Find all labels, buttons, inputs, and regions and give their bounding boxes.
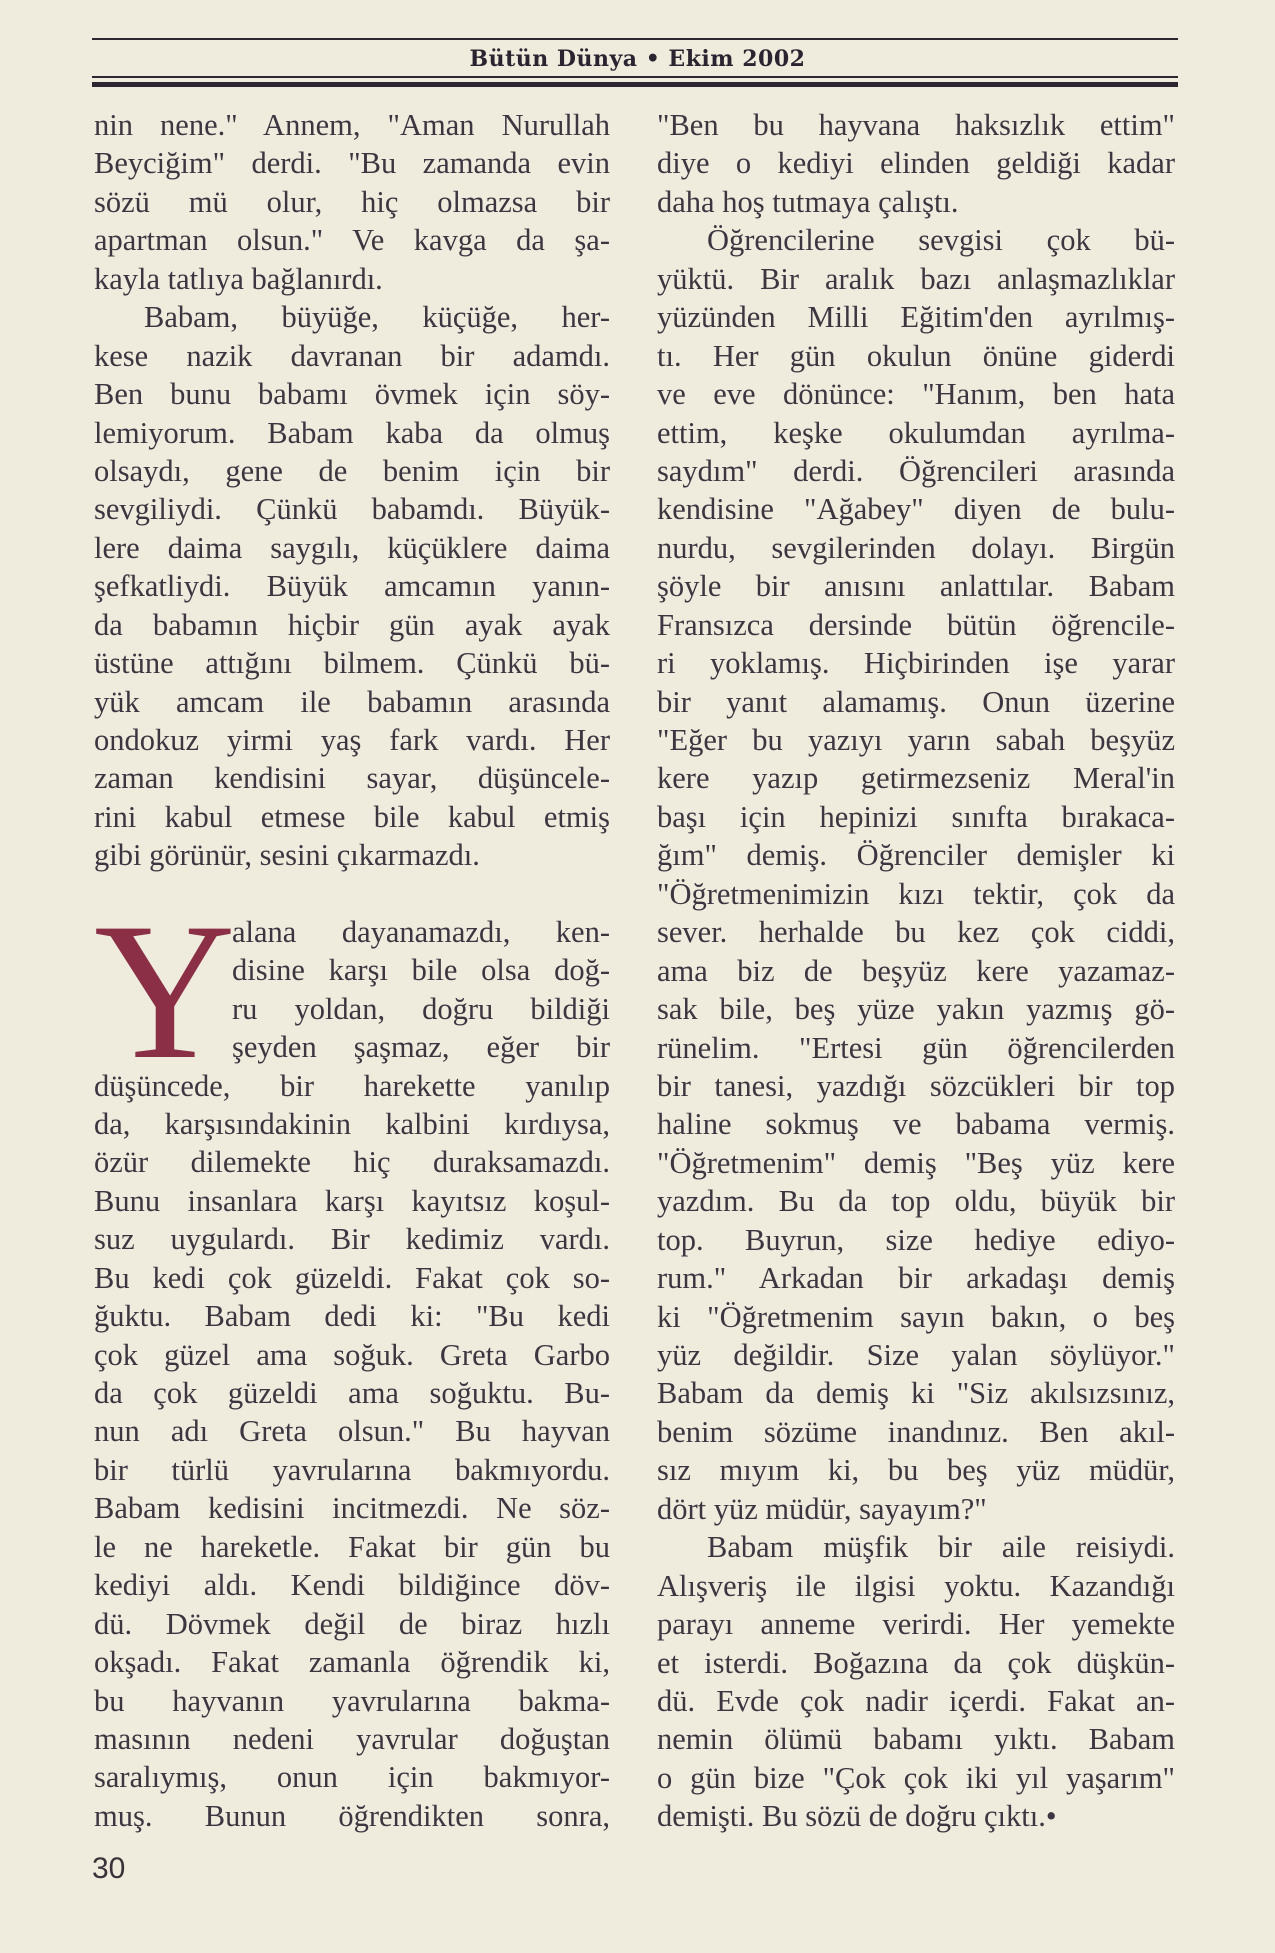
text-line: yazdım. Bu da top oldu, büyük bir	[657, 1184, 1175, 1219]
drop-cap: Y	[94, 882, 236, 1100]
text-line: apartman olsun." Ve kavga da şa-	[94, 223, 610, 258]
text-line: Alışveriş ile ilgisi yoktu. Kazandığı	[657, 1568, 1175, 1603]
text-line: kere yazıp getirmezseniz Meral'in	[657, 761, 1175, 796]
text-line: masının nedeni yavrular doğuştan	[94, 1721, 610, 1756]
text-line: et isterdi. Boğazına da çok düşkün-	[657, 1645, 1175, 1680]
text-line: lemiyorum. Babam kaba da olmuş	[94, 415, 610, 450]
paragraph	[94, 1067, 610, 1836]
text-line: ri yoklamış. Hiçbirinden işe yarar	[657, 646, 1175, 681]
text-line: okşadı. Fakat zamanla öğrendik ki,	[94, 1645, 610, 1680]
text-line: Beyciğim" derdi. "Bu zamanda evin	[94, 146, 610, 181]
text-line: kayla tatlıya bağlanırdı.	[94, 261, 383, 296]
text-line: nun adı Greta olsun." Bu hayvan	[94, 1414, 610, 1449]
text-line: sever. herhalde bu kez çok ciddi,	[657, 915, 1175, 950]
text-line: benim sözüme inandınız. Ben akıl-	[657, 1414, 1175, 1449]
text-line: "Ben bu hayvana haksızlık ettim"	[657, 108, 1175, 142]
text-line: ve eve dönünce: "Hanım, ben hata	[657, 377, 1175, 412]
text-line: muş. Bunun öğrendikten sonra,	[94, 1798, 610, 1833]
text-line: alana dayanamazdı, ken-	[232, 914, 610, 949]
header-rule-thin	[92, 76, 1178, 78]
text-line: saralıymış, onun için bakmıyor-	[94, 1760, 610, 1795]
text-line: le ne hareketle. Fakat bir gün bu	[94, 1529, 610, 1564]
text-line: rum." Arkadan bir arkadaşı demiş	[657, 1261, 1175, 1296]
text-line: yüzünden Milli Eğitim'den ayrılmış-	[657, 300, 1175, 335]
text-line: Babam, büyüğe, küçüğe, her-	[144, 300, 610, 335]
text-line: üstüne attığını bilmem. Çünkü bü-	[94, 646, 610, 681]
running-header: Bütün Dünya • Ekim 2002	[469, 46, 806, 72]
text-line: da çok güzeldi ama soğuktu. Bu-	[94, 1376, 610, 1410]
text-line: Babam da demiş ki "Siz akılsızsınız,	[657, 1376, 1175, 1411]
text-line: şefkatliydi. Büyük amcamın yanın-	[94, 569, 610, 604]
text-line: ru yoldan, doğru bildiği	[232, 991, 610, 1026]
text-line: tı. Her gün okulun önüne giderdi	[657, 338, 1175, 373]
text-line: disine karşı bile olsa doğ-	[232, 953, 610, 988]
text-line: saydım" derdi. Öğrencileri arasında	[657, 453, 1175, 488]
text-line: yüz değildir. Size yalan söylüyor."	[657, 1338, 1175, 1372]
text-line: Bunu insanlara karşı kayıtsız koşul-	[94, 1183, 610, 1218]
left-column	[94, 106, 610, 1835]
text-line: şöyle bir anısını anlattılar. Babam	[657, 569, 1175, 604]
text-line: düşüncede, bir harekette yanılıp	[94, 1068, 610, 1103]
text-line: bir türlü yavrularına bakmıyordu.	[94, 1452, 610, 1487]
text-line: top. Buyrun, size hediye ediyo-	[657, 1222, 1175, 1257]
text-line: dört yüz müdür, sayayım?"	[657, 1491, 987, 1526]
text-line: ki "Öğretmenim sayın bakın, o beş	[657, 1299, 1175, 1334]
text-line: sız mıyım ki, bu beş yüz müdür,	[657, 1453, 1175, 1488]
paragraph	[94, 298, 610, 875]
text-line: kendisine "Ağabey" diyen de bulu-	[657, 492, 1175, 527]
text-line: nemin ölümü babamı yıktı. Babam	[657, 1722, 1175, 1757]
text-line: bir tanesi, yazdığı sözcükleri bir top	[657, 1068, 1175, 1103]
text-line: ğım" demiş. Öğrenciler demişler ki	[657, 838, 1175, 873]
text-line: Fransızca dersinde bütün öğrencile-	[657, 607, 1175, 642]
text-line: ettim, keşke okulumdan ayrılma-	[657, 415, 1175, 450]
text-line: ondokuz yirmi yaş fark vardı. Her	[94, 723, 610, 757]
text-line: Ben bunu babamı övmek için söy-	[94, 377, 610, 412]
text-line: da babamın hiçbir gün ayak ayak	[94, 607, 610, 642]
text-line: yüktü. Bir aralık bazı anlaşmazlıklar	[657, 261, 1175, 296]
text-line: sak bile, beş yüze yakın yazmış gö-	[657, 992, 1175, 1027]
text-line: diye o kediyi elinden geldiği kadar	[657, 146, 1175, 181]
text-line: demişti. Bu sözü de doğru çıktı.•	[657, 1799, 1057, 1834]
text-line: olsaydı, gene de benim için bir	[94, 453, 610, 488]
text-line: o gün bize "Çok çok iki yıl yaşarım"	[657, 1760, 1175, 1795]
text-line: "Öğretmenimizin kızı tektir, çok da	[657, 876, 1175, 911]
paragraph	[94, 106, 610, 298]
header-rule-thick	[92, 82, 1178, 87]
text-line: da, karşısındakinin kalbini kırdıysa,	[94, 1106, 610, 1141]
page-number: 30	[92, 1852, 126, 1885]
text-line: "Eğer bu yazıyı yarın sabah beşyüz	[657, 723, 1175, 757]
text-line: dü. Dövmek değil de biraz hızlı	[94, 1606, 610, 1641]
text-line: ğuktu. Babam dedi ki: "Bu kedi	[94, 1299, 610, 1334]
text-line: nin nene." Annem, "Aman Nurullah	[94, 108, 610, 142]
text-line: şeyden şaşmaz, eğer bir	[232, 1030, 610, 1065]
paragraph	[657, 106, 1175, 221]
text-line: Babam müşfik bir aile reisiydi.	[707, 1530, 1175, 1565]
text-line: Bu kedi çok güzeldi. Fakat çok so-	[94, 1260, 610, 1295]
text-line: Babam kedisini incitmezdi. Ne söz-	[94, 1491, 610, 1526]
text-line: Öğrencilerine sevgisi çok bü-	[707, 223, 1175, 258]
paragraph	[657, 221, 1175, 1528]
text-line: sözü mü olur, hiç olmazsa bir	[94, 184, 610, 219]
text-line: rini kabul etmese bile kabul etmiş	[94, 799, 610, 834]
text-line: ama biz de beşyüz kere yazamaz-	[657, 953, 1175, 988]
text-line: bir yanıt alamamış. Onun üzerine	[657, 684, 1175, 719]
text-line: daha hoş tutmaya çalıştı.	[657, 184, 959, 219]
text-line: suz uygulardı. Bir kedimiz vardı.	[94, 1222, 610, 1257]
header-top-rule	[92, 38, 1178, 40]
text-line: başı için hepinizi sınıfta bırakaca-	[657, 799, 1175, 834]
text-line: rünelim. "Ertesi gün öğrencilerden	[657, 1030, 1175, 1065]
text-line: parayı anneme verirdi. Her yemekte	[657, 1607, 1175, 1642]
text-line: özür dilemekte hiç duraksamazdı.	[94, 1145, 610, 1180]
text-line: kese nazik davranan bir adamdı.	[94, 338, 610, 373]
text-line: zaman kendisini sayar, düşüncele-	[94, 761, 610, 796]
text-line: çok güzel ama soğuk. Greta Garbo	[94, 1337, 610, 1372]
text-line: haline sokmuş ve babama vermiş.	[657, 1107, 1175, 1142]
paragraph	[657, 1528, 1175, 1836]
right-column	[657, 106, 1175, 1836]
text-line: sevgiliydi. Çünkü babamdı. Büyük-	[94, 492, 610, 527]
text-line: yük amcam ile babamın arasında	[94, 684, 610, 719]
drop-cap-paragraph	[94, 882, 610, 1836]
text-line: kediyi aldı. Kendi bildiğince döv-	[94, 1568, 610, 1603]
text-line: "Öğretmenim" demiş "Beş yüz kere	[657, 1145, 1175, 1180]
text-line: gibi görünür, sesini çıkarmazdı.	[94, 838, 480, 873]
text-line: nurdu, sevgilerinden dolayı. Birgün	[657, 530, 1175, 565]
text-line: dü. Evde çok nadir içerdi. Fakat an-	[657, 1683, 1175, 1718]
text-line: lere daima saygılı, küçüklere daima	[94, 530, 610, 565]
text-line: bu hayvanın yavrularına bakma-	[94, 1683, 610, 1718]
